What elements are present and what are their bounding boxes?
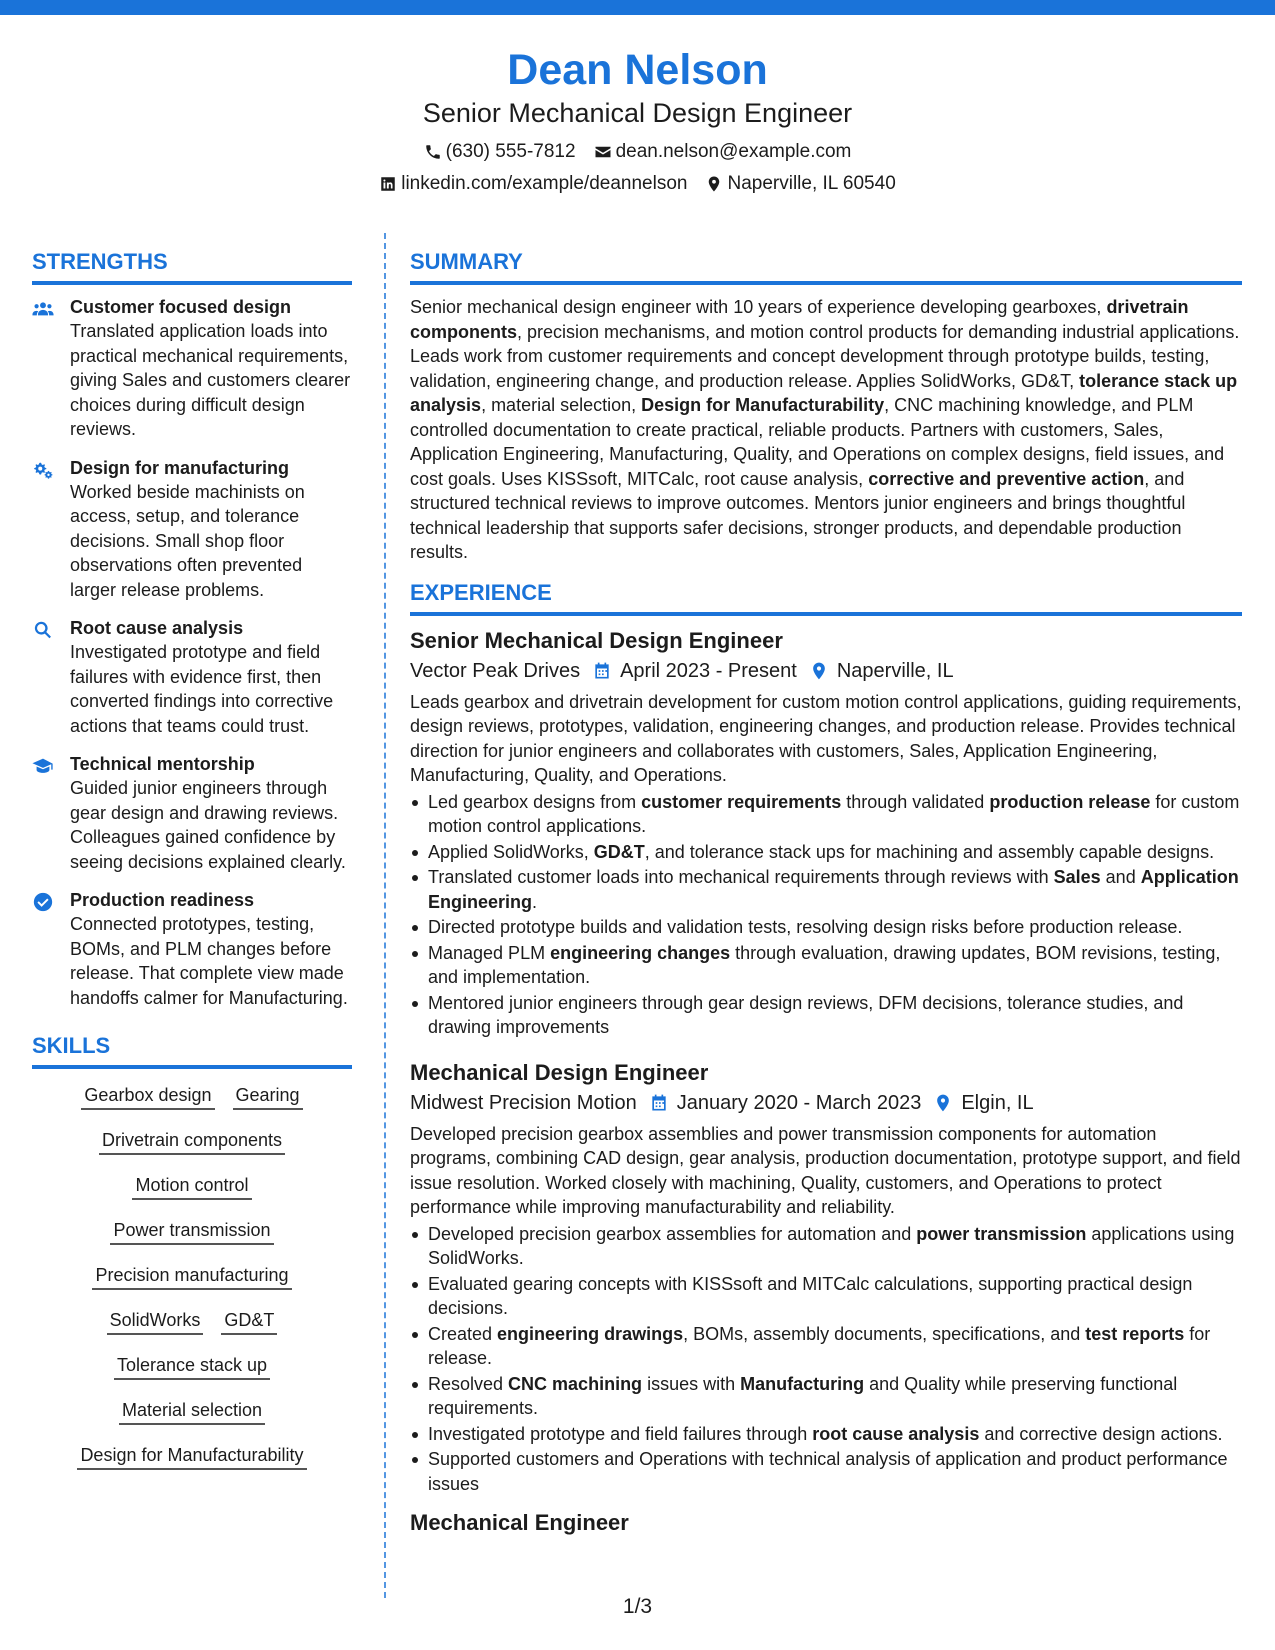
contact-phone — [424, 140, 576, 164]
bullet-item — [410, 941, 1242, 990]
text-run: , material selection, — [481, 395, 642, 415]
column-divider — [384, 233, 386, 1598]
phone-icon — [424, 143, 442, 161]
bold-phrase: Application Engineering — [428, 867, 1239, 912]
bullet-item — [410, 1422, 1242, 1447]
skill-tag: Gearing — [233, 1083, 303, 1110]
strength-desc: Guided junior engineers through gear design and drawing reviews. Colleagues gained confidence by seeing decisions explained clearly. — [70, 778, 346, 872]
contact-email[interactable] — [594, 140, 852, 164]
bold-phrase: GD&T — [593, 841, 645, 862]
bold-phrase: production release — [989, 791, 1151, 812]
text-run: , CNC machining knowledge, and PLM controlled documentation to create practical, reliable products. Partners with customers, Sales, Application Engineering, Manufacturing, Quality, and Operations on complex designs, field issues, and cost goals. Uses KISSsoft, MITCalc, root cause analysis, — [410, 395, 1225, 489]
strength-desc: Worked beside machinists on access, setup, and tolerance decisions. Small shop floor observations often prevented larger release problems. — [70, 481, 305, 600]
bullet-item — [410, 991, 1242, 1040]
strength-item — [32, 616, 352, 738]
text-run: and corrective design actions. — [979, 1423, 1223, 1444]
strengths-list — [32, 295, 352, 1010]
bold-phrase: test reports — [1085, 1323, 1185, 1344]
job-location: Naperville, IL — [836, 659, 954, 682]
bullet-item — [410, 1372, 1242, 1421]
graduation-cap-icon — [32, 755, 54, 777]
skill-row — [32, 1083, 352, 1110]
skill-tag: SolidWorks — [107, 1308, 204, 1335]
contact-location — [705, 172, 895, 196]
text-run: Senior mechanical design engineer with 10 years of experience developing gearboxes, — [410, 297, 1107, 317]
skill-tag: Material selection — [119, 1398, 265, 1425]
text-run: issues with — [642, 1373, 741, 1394]
skill-tag: Drivetrain components — [99, 1128, 285, 1155]
envelope-icon — [594, 143, 612, 161]
text-run: Supported customers and Operations with technical analysis of application and product performance issues — [428, 1449, 1228, 1494]
strength-desc: Investigated prototype and field failures with evidence first, then converted findings into corrective actions that teams could trust. — [70, 642, 334, 736]
text-run: Led gearbox designs from — [428, 791, 642, 812]
text-run: Investigated prototype and field failures through — [428, 1423, 813, 1444]
strength-item — [32, 456, 352, 603]
text-run: Created — [428, 1323, 498, 1344]
text-run: through validated — [841, 791, 990, 812]
phone-text: (630) 555-7812 — [445, 141, 576, 162]
location-text: Naperville, IL 60540 — [727, 173, 896, 194]
skill-tag: Gearbox design — [81, 1083, 214, 1110]
skill-row — [32, 1308, 352, 1335]
check-circle-icon — [32, 891, 54, 913]
resume-header — [0, 42, 1275, 196]
text-run: and — [1100, 867, 1141, 887]
skill-row — [32, 1173, 352, 1200]
job-description: Developed precision gearbox assemblies and power transmission components for automation programs, combining CAD design, gear analysis, production documentation, prototype support, and field issue resolution. Worked closely with machining, Quality, customers, and Operations to protect performance while improving manufacturability and reliability. — [410, 1123, 1241, 1217]
map-pin-icon — [705, 175, 723, 193]
job-meta — [410, 656, 1242, 686]
skills-heading: SKILLS — [32, 1032, 352, 1069]
bold-phrase: customer requirements — [641, 791, 842, 812]
top-accent-bar — [0, 0, 1275, 15]
text-run: Translated customer loads into mechanical requirements through reviews with — [428, 867, 1054, 887]
bullet-item — [410, 1272, 1242, 1321]
strength-name: Production readiness — [70, 890, 255, 910]
strength-name: Root cause analysis — [70, 618, 244, 638]
strength-item — [32, 752, 352, 874]
bold-phrase: engineering drawings — [497, 1323, 684, 1344]
job-entry — [410, 1058, 1242, 1497]
users-icon — [32, 298, 54, 320]
text-run: Managed PLM — [428, 942, 551, 963]
skill-tag: Tolerance stack up — [114, 1353, 270, 1380]
right-column — [410, 248, 1242, 1538]
strength-item — [32, 295, 352, 442]
text-run: Mentored junior engineers through gear design reviews, DFM decisions, tolerance studies, and drawing improvements — [428, 992, 1184, 1037]
summary-text — [410, 295, 1242, 565]
bold-phrase: engineering changes — [550, 942, 731, 963]
bold-phrase: corrective and preventive action — [868, 468, 1145, 489]
left-column — [32, 248, 352, 1488]
job-title: Senior Mechanical Design Engineer — [410, 627, 783, 653]
skill-tag: Power transmission — [110, 1218, 273, 1245]
job-description: Leads gearbox and drivetrain development for custom motion control applications, guiding requirements, design reviews, prototypes, validation, engineering changes, and production release. Provides technical direction for junior engineers and collaborates with customers, Sales, Application Engineering, Manufacturing, Quality, and Operations. — [410, 691, 1242, 785]
contact-row-1 — [0, 140, 1275, 164]
text-run: , BOMs, assembly documents, specifications, and — [683, 1323, 1086, 1344]
job-bullets — [410, 1222, 1242, 1497]
job-title-next: Mechanical Engineer — [410, 1510, 629, 1535]
map-pin-icon — [933, 1093, 953, 1113]
linkedin-icon — [379, 175, 397, 193]
bullet-item — [410, 1447, 1242, 1496]
text-run: Developed precision gearbox assemblies for automation and — [428, 1223, 917, 1244]
text-run: , precision mechanisms, and motion control products for demanding industrial applications. Leads work from customer requirements and concept development through prototype builds, testing, validation, engineering change, and production release. Applies SolidWorks, GD&T, — [410, 321, 1240, 391]
skill-row — [32, 1443, 352, 1470]
text-run: , and structured technical reviews to improve outcomes. Mentors junior engineers and brings thoughtful technical leadership that supports safer decisions, stronger products, and dependable production results. — [410, 468, 1186, 562]
calendar-icon — [649, 1093, 669, 1113]
page-number: 1/3 — [622, 1595, 653, 1618]
bold-phrase: power transmission — [916, 1223, 1087, 1244]
skill-row — [32, 1128, 352, 1155]
skill-row — [32, 1353, 352, 1380]
contact-linkedin[interactable] — [379, 172, 687, 196]
strength-desc: Translated application loads into practical mechanical requirements, giving Sales and customers clearer choices during difficult design reviews. — [70, 321, 351, 439]
text-run: through evaluation, drawing updates, BOM revisions, testing, and implementation. — [428, 942, 1221, 987]
candidate-name: Dean Nelson — [507, 46, 768, 94]
text-run: , and tolerance stack ups for machining and assembly capable designs. — [644, 841, 1215, 862]
text-run: for release. — [428, 1323, 1211, 1368]
bullet-item — [410, 790, 1242, 839]
bold-phrase: root cause analysis — [812, 1423, 980, 1444]
job-entry — [410, 626, 1242, 1040]
skill-tag: GD&T — [221, 1308, 277, 1335]
bold-phrase: Design for Manufacturability — [641, 395, 885, 415]
skill-tag: Precision manufacturing — [92, 1263, 291, 1290]
strength-item — [32, 888, 352, 1010]
search-icon — [32, 619, 54, 641]
strength-name: Design for manufacturing — [70, 457, 290, 478]
job-title: Mechanical Design Engineer — [410, 1059, 709, 1085]
bold-phrase: Manufacturing — [740, 1373, 865, 1394]
email-text: dean.nelson@example.com — [615, 141, 852, 162]
bullet-item — [410, 865, 1242, 914]
bullet-item — [410, 840, 1242, 865]
job-meta — [410, 1088, 1242, 1118]
calendar-icon — [592, 661, 612, 681]
bullet-item — [410, 915, 1242, 940]
strengths-heading: STRENGTHS — [32, 248, 352, 285]
bold-phrase: tolerance stack up analysis — [410, 370, 1238, 415]
job-company: Midwest Precision Motion — [410, 1091, 637, 1114]
bullet-item — [410, 1322, 1242, 1371]
job-bullets — [410, 790, 1242, 1040]
text-run: . — [532, 891, 538, 912]
text-run: Applied SolidWorks, — [428, 841, 594, 862]
text-run: applications using SolidWorks. — [428, 1223, 1235, 1268]
linkedin-text: linkedin.com/example/deannelson — [401, 173, 688, 194]
candidate-title: Senior Mechanical Design Engineer — [422, 98, 853, 128]
skill-tag: Motion control — [132, 1173, 251, 1200]
bold-phrase: CNC machining — [508, 1373, 643, 1394]
experience-heading: EXPERIENCE — [410, 579, 1242, 616]
skill-row — [32, 1263, 352, 1290]
job-company: Vector Peak Drives — [410, 659, 581, 682]
map-pin-icon — [809, 661, 829, 681]
gears-icon — [32, 459, 54, 481]
text-run: Directed prototype builds and validation tests, resolving design risks before production release. — [428, 917, 1183, 937]
contact-row-2 — [0, 172, 1275, 196]
strength-name: Technical mentorship — [70, 754, 255, 774]
strength-desc: Connected prototypes, testing, BOMs, and PLM changes before release. That complete view made handoffs calmer for Manufacturing. — [70, 914, 348, 1008]
skill-tag: Design for Manufacturability — [77, 1443, 306, 1470]
skill-row — [32, 1398, 352, 1425]
text-run: for custom motion control applications. — [428, 791, 1240, 836]
summary-heading: SUMMARY — [410, 248, 1242, 285]
skill-row — [32, 1218, 352, 1245]
bold-phrase: drivetrain components — [410, 297, 1189, 342]
text-run: Evaluated gearing concepts with KISSsoft and MITCalc calculations, supporting practical design decisions. — [428, 1273, 1193, 1318]
job-dates: January 2020 - March 2023 — [676, 1091, 922, 1114]
text-run: and Quality while preserving functional requirements. — [428, 1373, 1178, 1418]
text-run: Resolved — [428, 1373, 509, 1394]
job-dates: April 2023 - Present — [620, 659, 797, 682]
bullet-item — [410, 1222, 1242, 1271]
skills-list — [32, 1083, 352, 1470]
bold-phrase: Sales — [1053, 867, 1101, 887]
strength-name: Customer focused design — [70, 297, 292, 317]
job-location: Elgin, IL — [961, 1091, 1034, 1114]
